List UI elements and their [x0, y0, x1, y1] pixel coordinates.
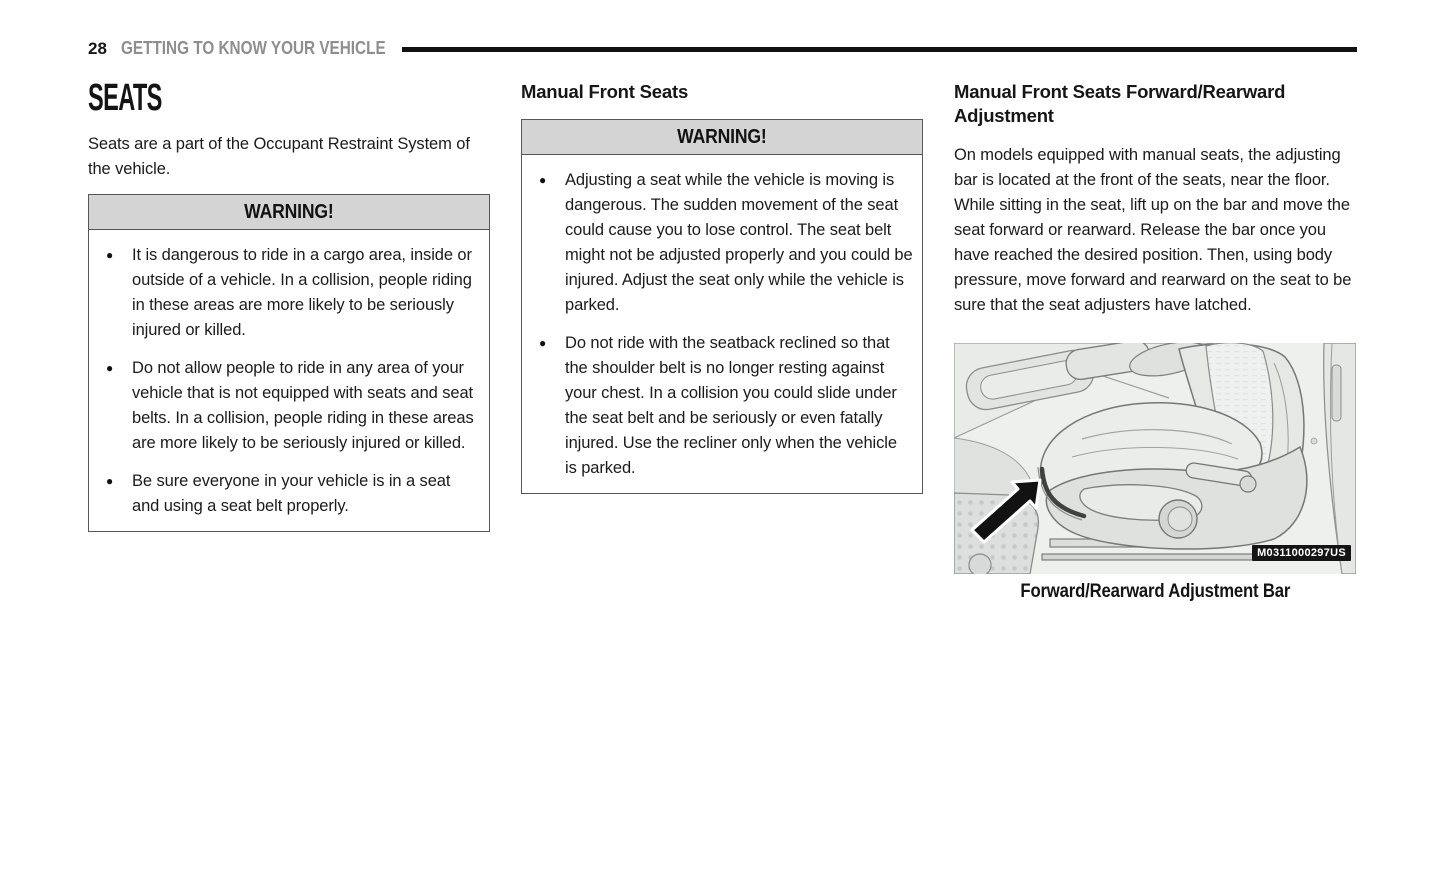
- warning-item: ● Be sure everyone in your vehicle is in a seat and using a seat belt properly.: [103, 469, 480, 519]
- warning-list: [522, 155, 922, 493]
- figure-caption-text: Forward/Rearward Adjustment Bar: [1020, 581, 1290, 602]
- column-manual-front-seats: [521, 80, 923, 603]
- manual-front-seats-heading: Manual Front Seats: [521, 81, 689, 102]
- warning-box-seats: [88, 194, 490, 532]
- page-header: [88, 38, 1357, 59]
- warning-header: [89, 195, 489, 230]
- seat-illustration: [954, 343, 1356, 574]
- warning-title: WARNING!: [677, 126, 767, 148]
- warning-header: [522, 120, 922, 155]
- seats-title: [88, 77, 490, 119]
- content-columns: [88, 77, 1357, 603]
- warning-list: [89, 230, 489, 531]
- header-rule: [402, 47, 1357, 52]
- figure-code-badge: M0311000297US: [1252, 545, 1351, 561]
- warning-item: ● Do not allow people to ride in any area of your vehicle that is not equipped with seats and seat belts. In a collision, people riding in these areas are more likely to be seriously injured or killed.: [103, 356, 480, 456]
- adjustment-heading: Manual Front Seats Forward/Rearward Adjustment: [954, 81, 1286, 126]
- warning-box-manual-front-seats: [521, 119, 923, 494]
- seats-intro: Seats are a part of the Occupant Restraint System of the vehicle.: [88, 135, 470, 178]
- seat-adjustment-figure: [954, 343, 1356, 603]
- figure-caption: [954, 581, 1356, 603]
- chapter-title: GETTING TO KNOW YOUR VEHICLE: [120, 38, 386, 58]
- seats-title-text: SEATS: [88, 77, 162, 119]
- warning-item: ● Adjusting a seat while the vehicle is moving is dangerous. The sudden movement of the seat could cause you to lose control. The seat belt might not be adjusted properly and you could be injured. Adjust the seat only while the vehicle is parked.: [536, 168, 913, 318]
- page-number: 28: [88, 38, 107, 58]
- adjustment-body: On models equipped with manual seats, the adjusting bar is located at the front of the seats, near the floor. While sitting in the seat, lift up on the bar and move the seat forward or rearward. Release the bar once you have reached the desired position. Then, using body pressure, move forward and rearward on the seat to be sure that the seat adjusters have latched.: [954, 146, 1352, 314]
- column-forward-rearward-adjustment: [954, 80, 1356, 603]
- warning-title: WARNING!: [244, 201, 334, 223]
- column-seats: [88, 77, 490, 603]
- warning-item: ● Do not ride with the seatback reclined so that the shoulder belt is no longer resting against your chest. In a collision you could slide under the seat belt and be seriously or even fatally injured. Use the recliner only when the vehicle is parked.: [536, 331, 913, 481]
- warning-item: ● It is dangerous to ride in a cargo area, inside or outside of a vehicle. In a collision, people riding in these areas are more likely to be seriously injured or killed.: [103, 243, 480, 343]
